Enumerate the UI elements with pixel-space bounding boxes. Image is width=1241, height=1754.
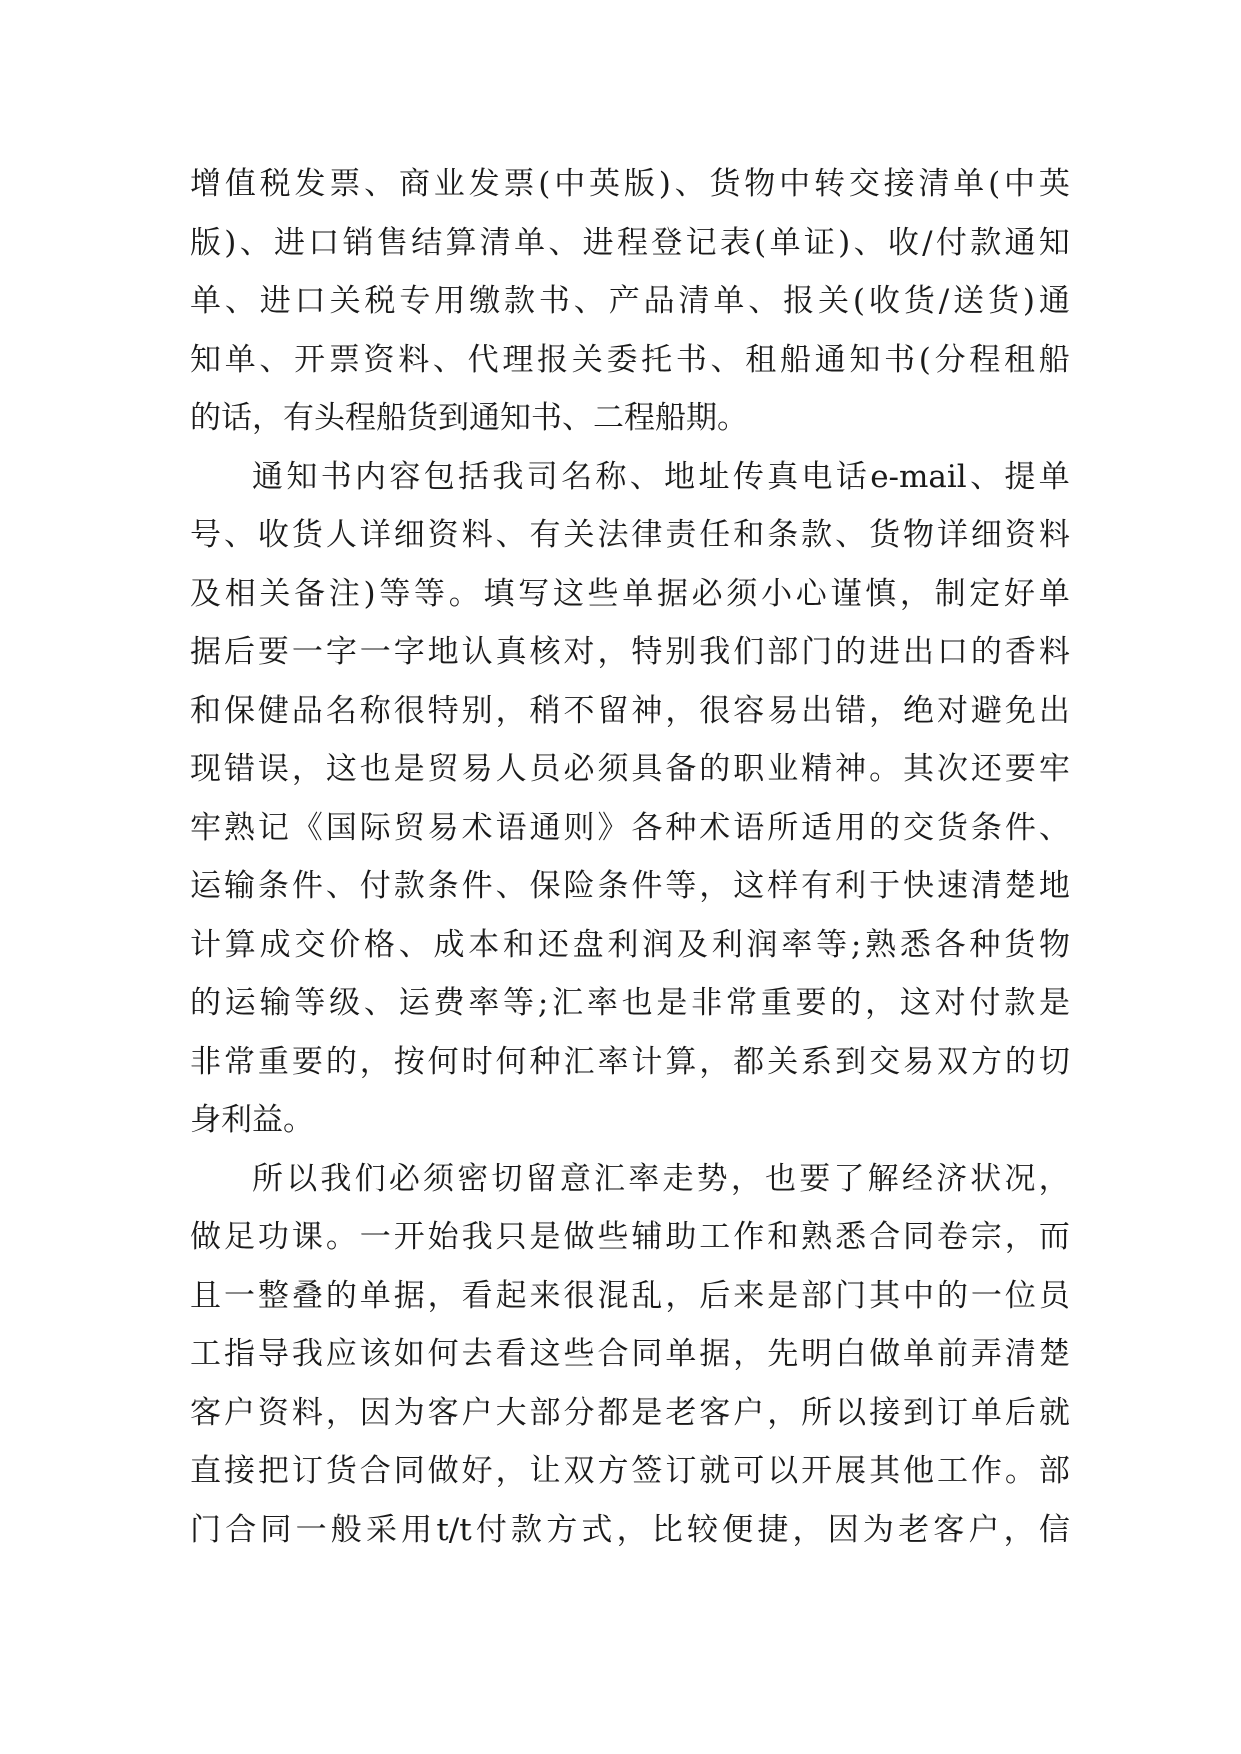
text-line: 和 保 健 品 名 称 很 特 别 ， 稍 不 留 神 ， 很 容 易 出 错 ， 绝 对 避 免 出 <box>190 692 1070 729</box>
text-line: 身利益。 <box>190 1102 314 1138</box>
text-line: 计 算 成 交 价 格 、 成 本 和 还 盘 利 润 及 利 润 率 等 ; 熟 悉 各 种 货 物 <box>190 926 1070 963</box>
text-line: 门 合 同 一 般 采 用 t/t 付 款 方 式 ， 比 较 便 捷 ， 因 为 老 客 户 ， 信 <box>190 1511 1070 1548</box>
text-line: 增 值 税 发 票 、 商 业 发 票 ( 中 英 版 ) 、 货 物 中 转 交 接 清 单 ( 中 英 <box>190 166 1070 202</box>
text-line: 版 ) 、 进 口 销 售 结 算 清 单 、 进 程 登 记 表 ( 单 证 ) 、 收 / 付 款 通 知 <box>190 224 1070 261</box>
text-line: 的话，有头程船货到通知书、二程船期。 <box>190 400 748 436</box>
text-line: 及 相 关 备 注 ) 等 等 。 填 写 这 些 单 据 必 须 小 心 谨 慎 ， 制 定 好 单 <box>190 575 1070 612</box>
text-line: 通 知 书 内 容 包 括 我 司 名 称 、 地 址 传 真 电 话 e-mail 、 提 单 <box>252 458 1070 495</box>
text-line: 牢 熟 记 《 国 际 贸 易 术 语 通 则 》 各 种 术 语 所 适 用 的 交 货 条 件 、 <box>190 809 1070 846</box>
text-line: 客 户 资 料 ， 因 为 客 户 大 部 分 都 是 老 客 户 ， 所 以 接 到 订 单 后 就 <box>190 1394 1070 1431</box>
text-line: 号 、 收 货 人 详 细 资 料 、 有 关 法 律 责 任 和 条 款 、 货 物 详 细 资 料 <box>190 517 1070 553</box>
text-line: 工 指 导 我 应 该 如 何 去 看 这 些 合 同 单 据 ， 先 明 白 做 单 前 弄 清 楚 <box>190 1336 1070 1372</box>
body-text <box>190 155 1070 1559</box>
text-line: 现 错 误 ， 这 也 是 贸 易 人 员 必 须 具 备 的 职 业 精 神 。 其 次 还 要 牢 <box>190 751 1070 787</box>
text-line: 单 、 进 口 关 税 专 用 缴 款 书 、 产 品 清 单 、 报 关 ( 收 货 / 送 货 ) 通 <box>190 283 1070 319</box>
text-line: 所 以 我 们 必 须 密 切 留 意 汇 率 走 势 ， 也 要 了 解 经 济 状 况 ， <box>252 1160 1070 1197</box>
text-line: 运 输 条 件 、 付 款 条 件 、 保 险 条 件 等 ， 这 样 有 利 于 快 速 清 楚 地 <box>190 868 1070 904</box>
text-line: 直 接 把 订 货 合 同 做 好 ， 让 双 方 签 订 就 可 以 开 展 其 他 工 作 。 部 <box>190 1453 1070 1489</box>
text-line: 的 运 输 等 级 、 运 费 率 等 ; 汇 率 也 是 非 常 重 要 的 ， 这 对 付 款 是 <box>190 985 1070 1021</box>
text-line: 做 足 功 课 。 一 开 始 我 只 是 做 些 辅 助 工 作 和 熟 悉 合 同 卷 宗 ， 而 <box>190 1219 1070 1255</box>
text-line: 知 单 、 开 票 资 料 、 代 理 报 关 委 托 书 、 租 船 通 知 书 ( 分 程 租 船 <box>190 341 1070 378</box>
text-line: 据 后 要 一 字 一 字 地 认 真 核 对 ， 特 别 我 们 部 门 的 进 出 口 的 香 料 <box>190 634 1070 670</box>
text-line: 且 一 整 叠 的 单 据 ， 看 起 来 很 混 乱 ， 后 来 是 部 门 其 中 的 一 位 员 <box>190 1277 1070 1314</box>
text-line: 非 常 重 要 的 ， 按 何 时 何 种 汇 率 计 算 ， 都 关 系 到 交 易 双 方 的 切 <box>190 1043 1070 1080</box>
